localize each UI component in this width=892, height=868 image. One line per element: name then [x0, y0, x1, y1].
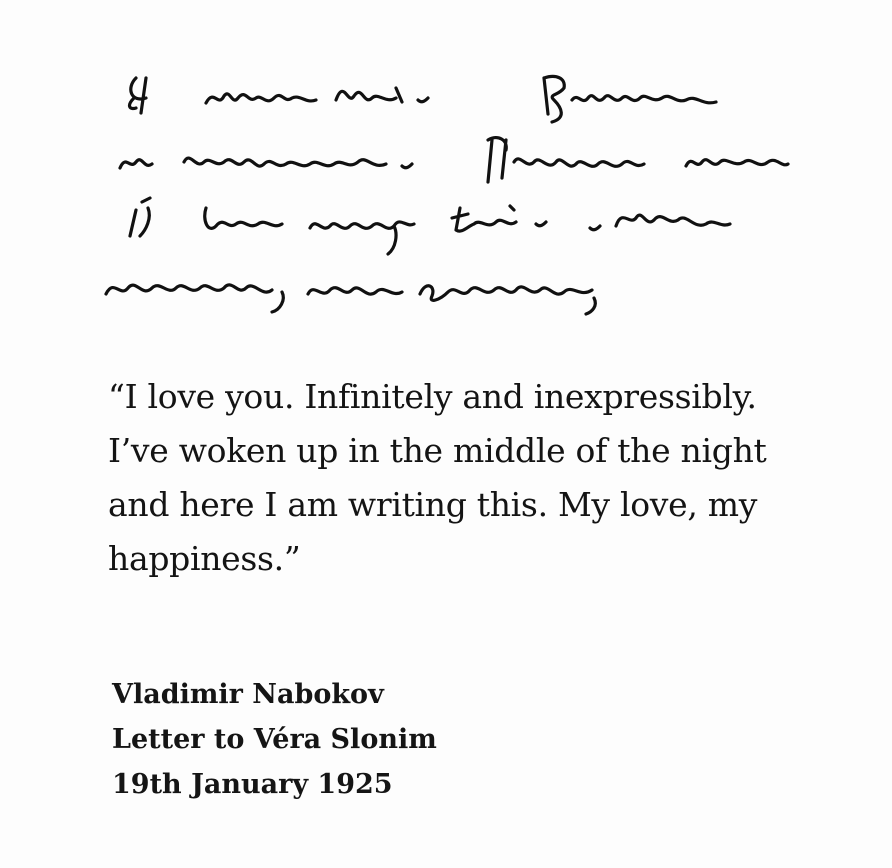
handwriting-scribble: [96, 58, 806, 328]
quote-line: I’ve woken up in the middle of the night: [108, 431, 767, 470]
attribution-block: [112, 672, 437, 807]
handwritten-letter-image: [96, 58, 806, 328]
letter-source: Letter to Véra Slonim: [112, 724, 437, 755]
author-name: Vladimir Nabokov: [112, 679, 384, 710]
quote-line: happiness.”: [108, 539, 301, 578]
quote-line: and here I am writing this. My love, my: [108, 485, 758, 524]
translated-quote: [108, 370, 808, 586]
letter-date: 19th January 1925: [112, 769, 393, 800]
quote-line: “I love you. Infinitely and inexpressibly.: [108, 377, 757, 416]
